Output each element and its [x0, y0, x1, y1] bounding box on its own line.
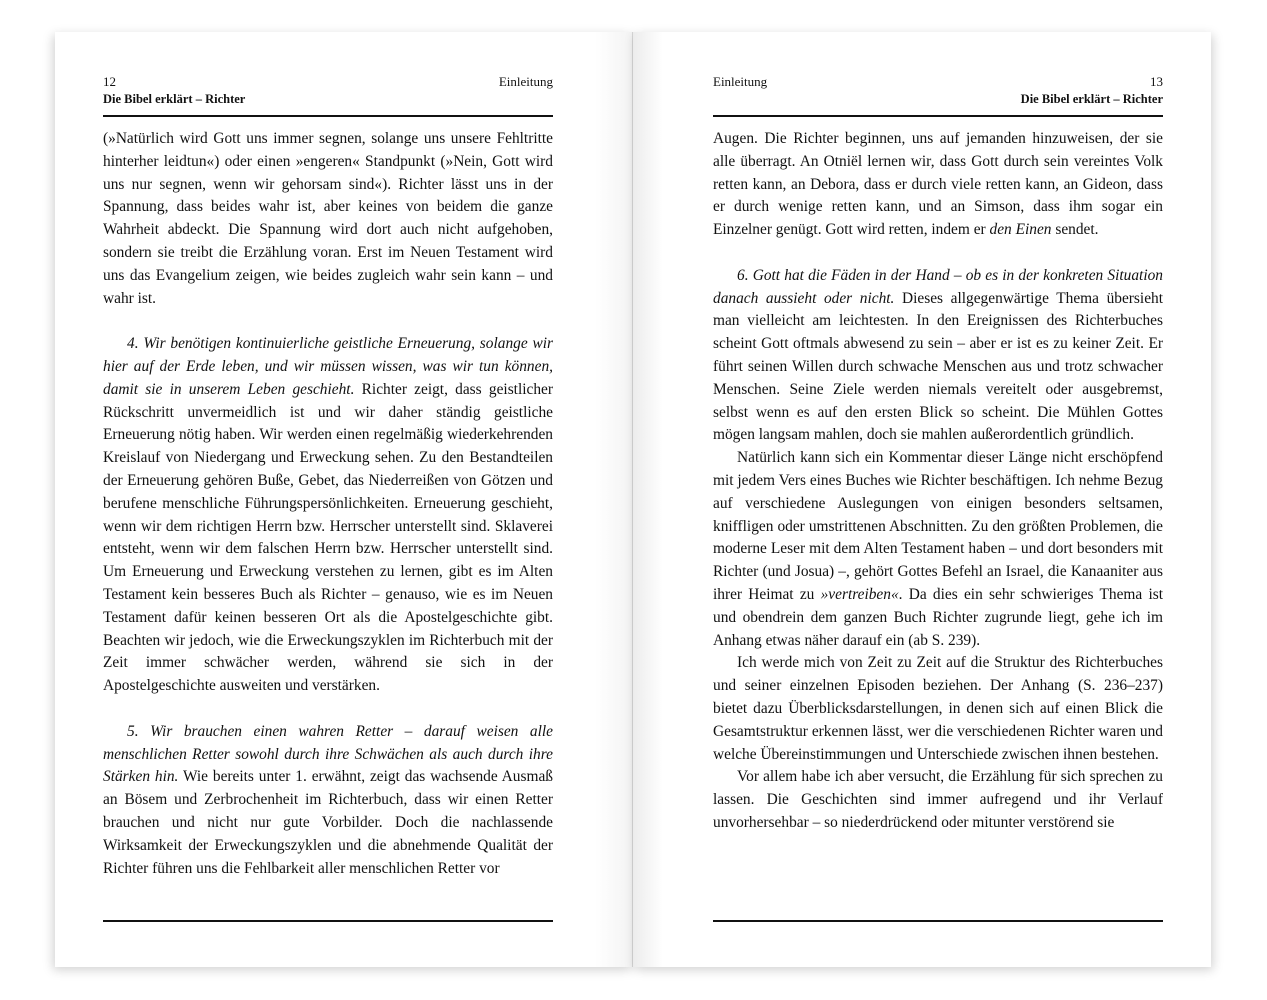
paragraph	[713, 447, 1163, 652]
text-run: Augen. Die Richter beginnen, uns auf jemanden hinzuweisen, der sie alle überragt. An Otniël lernen wir, dass Gott durch sein vereintes Volk retten kann, an Debora, dass er durch viele retten kann, an Gideon, dass er durch wenige retten kann, und an Simson, dass ihm sogar ein Einzelner genügt. Gott wird retten, indem er	[713, 130, 1163, 239]
text-run: Vor allem habe ich aber versucht, die Erzählung für sich sprechen zu lassen. Die Geschichten sind immer aufregend und ihr Verlauf unvorhersehbar – so niederdrückend oder mitunter verstörend sie	[713, 768, 1163, 831]
page-header	[103, 74, 553, 114]
book-title: Die Bibel erklärt – Richter	[103, 92, 246, 106]
paragraph	[713, 766, 1163, 834]
page-number: 13	[1150, 74, 1163, 89]
text-run: (»Natürlich wird Gott uns immer segnen, solange uns unsere Fehltritte hinterher leidtun«) oder einen »engeren« Standpunkt (»Nein, Gott wird uns nur segnen, wenn wir gehorsam sind«). Richter lässt uns in der Spannung, dass beides wahr ist, aber keines von beidem die ganze Wahrheit abdeckt. Die Spannung wird dort auch nicht aufgehoben, sondern sie treibt die Erzählung voran. Erst im Neuen Testament wird uns das Evangelium zeigen, wie beides zugleich wahr sein kann – und wahr ist.	[103, 130, 553, 307]
text-run: Wie bereits unter 1. erwähnt, zeigt das wachsende Ausmaß an Bösem und Zerbrochenheit im Richterbuch, dass wir einen Retter brauchen und nicht nur gute Vorbilder. Doch die nachlassende Wirksamkeit der Erweckungszyklen und die abnehmende Qualität der Richter führen uns die Fehlbarkeit aller menschlichen Retter vor	[103, 768, 553, 877]
italic-text: 6. Gott hat die Fäden in der Hand – ob es in der konkreten Situation danach aussieht oder nicht.	[713, 266, 1163, 307]
italic-text: 5. Wir brauchen einen wahren Retter – darauf weisen alle menschlichen Retter sowohl durch ihre Schwächen als auch durch ihre Stärken hin.	[103, 722, 553, 786]
body-text	[713, 128, 1163, 835]
text-run: sendet.	[1051, 221, 1099, 239]
text-run: . Da dies ein sehr schwieriges Thema ist und obendrein dem ganzen Buch Richter zugrunde liegt, gehe ich im Anhang etwas näher darauf ein (ab S. 239).	[713, 585, 1163, 649]
text-run: Natürlich kann sich ein Kommentar dieser Länge nicht erschöpfend mit jedem Vers eines Buches wie Richter beschäftigen. Ich nehme Bezug auf verschiedene Auslegungen von einigen besonders seltsamen, kniffligen oder umstrittenen Abschnitten. Zu den größten Problemen, die moderne Leser mit dem Alten Testament haben – und dort besonders mit Richter (und Josua) –, gehört Gottes Befehl an Israel, die Kanaaniter aus ihrer Heimat zu	[713, 449, 1163, 603]
body-text	[103, 128, 553, 880]
footer-rule	[713, 920, 1163, 922]
paragraph	[713, 652, 1163, 766]
footer-rule	[103, 920, 553, 922]
left-page	[55, 32, 633, 967]
page-number: 12	[103, 74, 116, 89]
italic-text: 4. Wir benötigen kontinuierliche geistliche Erneuerung, solange wir hier auf der Erde leben, und wir müssen wissen, was wir tun können, damit sie in unserem Leben geschieht.	[103, 335, 553, 398]
header-rule	[713, 115, 1163, 117]
paragraph-gap	[103, 698, 553, 721]
header-rule	[103, 115, 553, 117]
running-head: Einleitung	[713, 74, 768, 89]
paragraph	[713, 265, 1163, 447]
paragraph	[713, 128, 1163, 242]
text-run: Richter zeigt, dass geistlicher Rückschritt unvermeidlich ist und wir daher ständig geistliche Erneuerung nötig haben. Wir werden einen regelmäßig wiederkehrenden Kreislauf von Niedergang und Erweckung sehen. Zu den Bestandteilen der Erneuerung gehören Buße, Gebet, das Niederreißen von Götzen und berufene menschliche Führungspersönlichkeiten. Erneuerung geschieht, wenn wir dem richtigen Herrn bzw. Herrscher unterstellt sind. Sklaverei entsteht, wenn wir dem falschen Herrn bzw. Herrscher unterstellt sind. Um Erneuerung und Erweckung verstehen zu lernen, gibt es im Alten Testament kein besseres Buch als Richter – genauso, wie es im Neuen Testament dafür keinen besseren Ort als die Apostelgeschichte gibt. Beachten wir jedoch, wie die Erweckungszyklen im Richterbuch mit der Zeit immer schwächer werden, während sie sich in der Apostelgeschichte ausweiten und verstärken.	[103, 380, 553, 695]
italic-text: »vertreiben«	[820, 585, 899, 603]
italic-text: den Einen	[989, 221, 1052, 239]
paragraph-gap	[713, 242, 1163, 265]
right-page	[633, 32, 1211, 967]
paragraph-gap	[103, 310, 553, 333]
book-title: Die Bibel erklärt – Richter	[1020, 92, 1163, 106]
paragraph	[103, 721, 553, 881]
text-run: Dieses allgegenwärtige Thema übersieht man vielleicht am leichtesten. In den Ereignissen des Richterbuches scheint Gott oftmals abwesend zu sein – aber er ist es zu keiner Zeit. Er führt seinen Willen durch schwache Menschen aus und trotz schwacher Menschen. Seine Ziele werden niemals vereitelt oder ausgebremst, selbst wenn es auf den ersten Blick so scheint. Die Mühlen Gottes mögen langsam mahlen, doch sie mahlen außerordentlich gründlich.	[713, 289, 1163, 444]
paragraph	[103, 128, 553, 310]
running-head: Einleitung	[498, 74, 553, 89]
text-run: Ich werde mich von Zeit zu Zeit auf die Struktur des Richterbuches und seiner einzelnen Episoden beziehen. Der Anhang (S. 236–237) bietet dazu Überblicksdarstellungen, in denen sich auf einen Blick die Gesamtstruktur erkennen lässt, wer die verschiedenen Richter waren und welche Übereinstimmungen und Unterschiede zwischen ihnen bestehen.	[713, 654, 1163, 763]
page-header	[713, 74, 1163, 114]
paragraph	[103, 333, 553, 698]
